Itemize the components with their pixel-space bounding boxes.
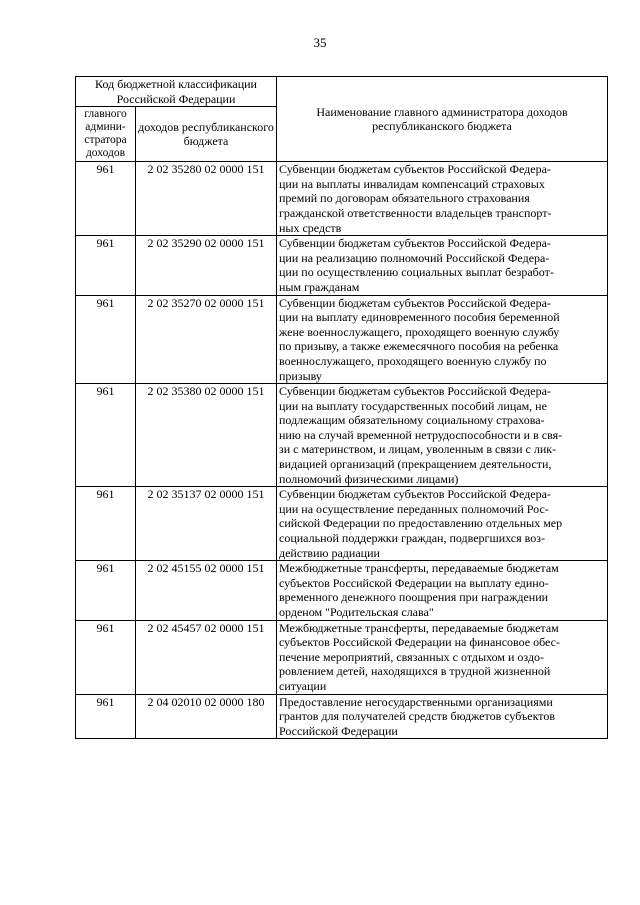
admin-code-cell: 961: [76, 487, 136, 561]
administrator-name-cell: [277, 384, 608, 487]
name-line: Российской Федерации: [279, 723, 398, 738]
name-line: печение мероприятий, связанных с отдыхом и оздо-: [279, 649, 545, 664]
name-line: ровлением детей, находящихся в трудной жизненной: [279, 664, 551, 679]
name-line: социальной поддержки граждан, подвергшихся воз-: [279, 531, 545, 546]
admin-code-cell: 961: [76, 620, 136, 694]
name-line: видацией организаций (прекращением деятельности,: [279, 457, 552, 472]
table-row: [76, 384, 608, 487]
name-line: нию на случай временной нетрудоспособности и в свя-: [279, 427, 563, 442]
name-line: ции на выплату государственных пособий лицам, не: [279, 398, 547, 413]
administrator-name-cell: [277, 620, 608, 694]
name-line: полномочий физическими лицами): [279, 471, 459, 486]
administrator-name-cell: [277, 162, 608, 236]
table-row: [76, 561, 608, 620]
name-line: Межбюджетные трансферты, передаваемые бюджетам: [279, 561, 559, 576]
admin-code-cell: 961: [76, 162, 136, 236]
name-line: Предоставление негосударственными организациями: [279, 694, 553, 709]
name-line: по призыву, а также ежемесячного пособия на ребенка: [279, 339, 559, 354]
income-code-cell: 2 02 35270 02 0000 151: [136, 295, 277, 384]
admin-code-cell: 961: [76, 236, 136, 295]
administrator-name-cell: [277, 561, 608, 620]
table-row: [76, 694, 608, 739]
administrator-name-cell: [277, 236, 608, 295]
administrator-name-cell: [277, 487, 608, 561]
name-line: ных средств: [279, 220, 342, 235]
income-code-cell: 2 02 35380 02 0000 151: [136, 384, 277, 487]
admin-code-cell: 961: [76, 561, 136, 620]
admin-code-cell: 961: [76, 384, 136, 487]
name-line: временного денежного поощрения при награждении: [279, 590, 549, 605]
header-row-1: [76, 77, 608, 107]
name-line: военнослужащего, проходящего военную службу по: [279, 353, 547, 368]
name-line: грантов для получателей средств бюджетов субъектов: [279, 709, 556, 724]
name-line: призыву: [279, 368, 322, 383]
name-line: Субвенции бюджетам субъектов Российской Федера-: [279, 236, 551, 251]
table-row: [76, 487, 608, 561]
administrator-name-cell: [277, 295, 608, 384]
table-row: [76, 162, 608, 236]
income-code-cell: 2 02 45155 02 0000 151: [136, 561, 277, 620]
table-body: [76, 162, 608, 739]
header-group-label: Код бюджетной классификации Российской Федерации: [76, 77, 277, 107]
income-code-cell: 2 02 35280 02 0000 151: [136, 162, 277, 236]
income-code-cell: 2 02 35137 02 0000 151: [136, 487, 277, 561]
name-line: премий по договорам обязательного страхования: [279, 191, 530, 206]
admin-code-cell: 961: [76, 694, 136, 739]
name-line: Субвенции бюджетам субъектов Российской Федера-: [279, 295, 551, 310]
name-line: ции на выплаты инвалидам компенсаций страховых: [279, 176, 545, 191]
name-line: ции по осуществлению социальных выплат безработ-: [279, 265, 554, 280]
header-income-column: доходов республиканского бюджета: [136, 107, 277, 162]
admin-code-cell: 961: [76, 295, 136, 384]
table-row: [76, 620, 608, 694]
name-line: действию радиации: [279, 545, 380, 560]
name-line: ции на выплату единовременного пособия беременной: [279, 310, 560, 325]
name-line: Межбюджетные трансферты, передаваемые бюджетам: [279, 620, 559, 635]
header-name-column: Наименование главного администратора доходов республиканского бюджета: [277, 77, 608, 162]
income-code-cell: 2 02 35290 02 0000 151: [136, 236, 277, 295]
name-line: субъектов Российской Федерации на выплату едино-: [279, 575, 549, 590]
name-line: субъектов Российской Федерации на финансовое обес-: [279, 635, 560, 650]
name-line: Субвенции бюджетам субъектов Российской Федера-: [279, 487, 551, 502]
name-line: жене военнослужащего, проходящего военную службу: [279, 324, 560, 339]
name-line: гражданской ответственности владельцев транспорт-: [279, 205, 552, 220]
name-line: Субвенции бюджетам субъектов Российской Федера-: [279, 384, 551, 399]
budget-classification-table: [75, 76, 608, 739]
page-number: 35: [313, 35, 327, 50]
name-line: сийской Федерации по предоставлению отдельных мер: [279, 516, 563, 531]
name-line: ситуации: [279, 678, 327, 693]
name-line: зи с материнством, и лицам, уволенным в связи с лик-: [279, 442, 557, 457]
income-code-cell: 2 04 02010 02 0000 180: [136, 694, 277, 739]
name-line: ным гражданам: [279, 279, 360, 294]
header-admin-column: главного админи-стратора доходов: [76, 107, 136, 162]
income-code-cell: 2 02 45457 02 0000 151: [136, 620, 277, 694]
name-line: Субвенции бюджетам субъектов Российской Федера-: [279, 162, 551, 177]
administrator-name-cell: [277, 694, 608, 739]
table-row: [76, 236, 608, 295]
name-line: ции на реализацию полномочий Российской Федера-: [279, 250, 550, 265]
name-line: подлежащим обязательному социальному страхова-: [279, 413, 545, 428]
name-line: ции на осуществление переданных полномочий Рос-: [279, 501, 549, 516]
name-line: орденом "Родительская слава": [279, 605, 434, 619]
table-row: [76, 295, 608, 384]
